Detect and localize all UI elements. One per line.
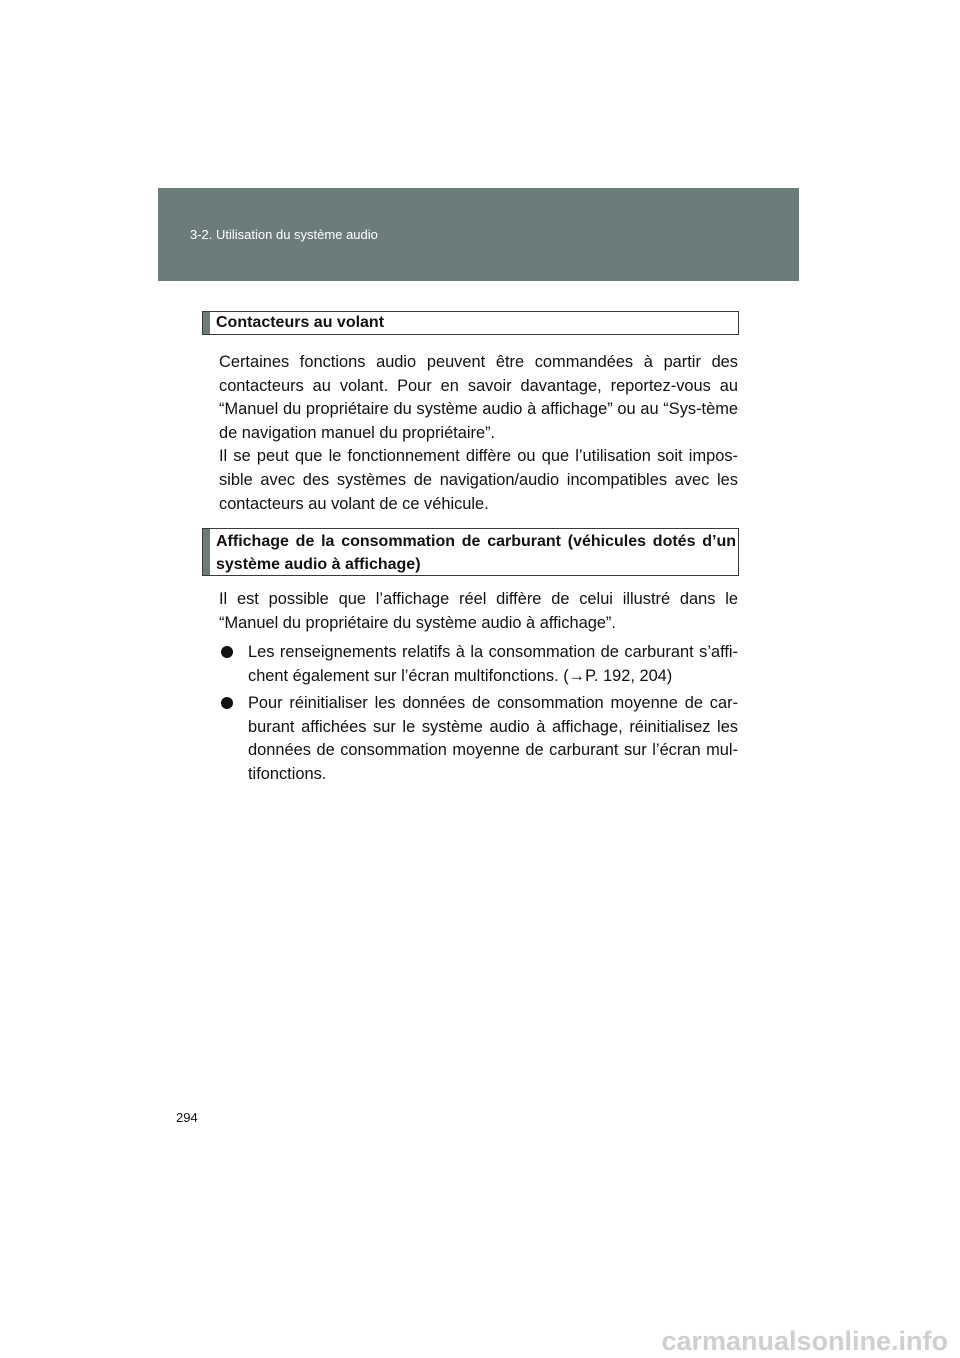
chapter-header-title: 3-2. Utilisation du système audio bbox=[190, 227, 378, 242]
page-number: 294 bbox=[176, 1110, 198, 1125]
steering-switches-text bbox=[219, 351, 738, 516]
fuel-consumption-paragraph: Il est possible que l’affichage réel diffère de celui illustré dans le “Manuel du propriétaire du système audio à affichage”. bbox=[219, 590, 738, 632]
section-heading-fuel-consumption bbox=[202, 528, 739, 576]
list-item-text: Les renseignements relatifs à la consommation de carburant s’affi-chent également sur l’écran multifonctions. (→P. 192, 204) bbox=[248, 643, 738, 685]
section-heading-steering-switches bbox=[202, 311, 739, 335]
list-item bbox=[219, 641, 738, 688]
section-heading-title: Contacteurs au volant bbox=[216, 314, 385, 331]
list-item-text: Pour réinitialiser les données de consommation moyenne de car-burant affichées sur le système audio à affichage, réinitialisez les données de consommation moyenne de carburant sur l’écran mul-tifonctions. bbox=[248, 694, 738, 783]
list-item bbox=[219, 692, 738, 786]
watermark-text: carmanualsonline.info bbox=[661, 1326, 948, 1356]
steering-switches-paragraph-2: Il se peut que le fonctionnement diffère ou que l’utilisation soit impos-sible avec des systèmes de navigation/audio incompatibles avec les contacteurs au volant de ce véhicule. bbox=[219, 447, 738, 513]
section-heading-title: Affichage de la consommation de carburant (véhicules dotés d’un système audio à affichage) bbox=[216, 533, 736, 573]
section-heading-accent-bar bbox=[203, 529, 210, 575]
bullet-dot-icon bbox=[221, 697, 233, 709]
section-heading-accent-bar bbox=[203, 312, 210, 334]
chapter-header-band bbox=[158, 188, 799, 281]
bullet-dot-icon bbox=[221, 646, 233, 658]
steering-switches-paragraph: Certaines fonctions audio peuvent être commandées à partir des contacteurs au volant. Pour en savoir davantage, reportez-vous au “Manuel du propriétaire du système audio à affichage” ou au “Sys-tème de navigation manuel du propriétaire”. bbox=[219, 353, 738, 442]
